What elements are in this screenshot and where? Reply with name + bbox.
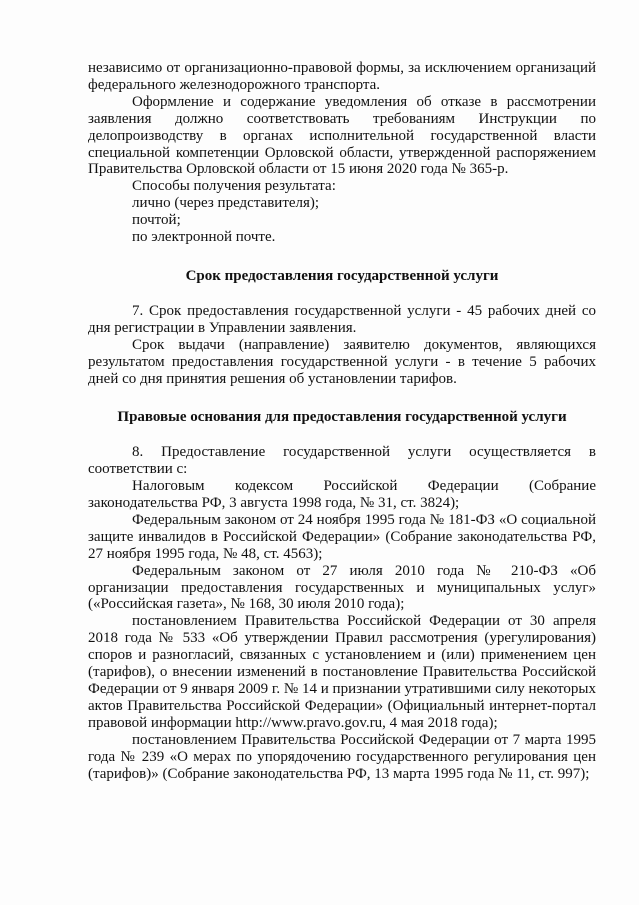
legal-item-resolution-533: постановлением Правительства Российской Федерации от 30 апреля 2018 года № 533 «Об утверждении Правил рассмотрения (урегулирования) споров и разногласий, связанных с установлением и (или) применением цен (тарифов), о внесении изменений в постановление Правительства Российской Федерации от 9 января 2009 г. № 14 и признании утратившими силу некоторых актов Правительства Российской Федерации» (Официальный интернет-портал правовой информации http://www.pravo.gov.ru, 4 мая 2018 года); [88,613,596,731]
section-term-heading: Срок предоставления государственной услуги [185,267,499,284]
method-item-email: по электронной почте. [132,229,276,246]
legal-item-resolution-239: постановлением Правительства Российской Федерации от 7 марта 1995 года № 239 «О мерах по упорядочению государственного регулирования цен (тарифов)» (Собрание законодательства РФ, 13 марта 1995 года № 11, ст. 997); [88,731,596,782]
legal-item-public-services-law: Федеральным законом от 27 июля 2010 года № 210-ФЗ «Об организации предоставления государственных и муниципальных услуг» («Российская газета», № 168, 30 июля 2010 года); [88,562,596,613]
spacer [88,246,596,268]
intro-paragraph: независимо от организационно-правовой формы, за исключением организаций федерального железнодорожного транспорта. [88,60,596,93]
term-paragraph-1: 7. Срок предоставления государственной услуги - 45 рабочих дней со дня регистрации в Управлении заявления. [88,302,596,336]
method-item-mail: почтой; [132,212,181,229]
spacer [88,426,596,444]
legal-item-disabled-protection-law: Федеральным законом от 24 ноября 1995 года № 181-ФЗ «О социальной защите инвалидов в Российской Федерации» (Собрание законодательства РФ, 27 ноября 1995 года, № 48, ст. 4563); [88,511,596,562]
spacer [88,285,596,303]
legal-intro-paragraph: 8. Предоставление государственной услуги осуществляется в соответствии с: [88,444,596,478]
methods-title: Способы получения результата: [132,178,336,195]
spacer [88,387,596,409]
legal-item-tax-code: Налоговым кодексом Российской Федерации (Собрание законодательства РФ, 3 августа 1998 года, № 31, ст. 3824); [88,478,596,512]
refusal-paragraph: Оформление и содержание уведомления об отказе в рассмотрении заявления должно соответствовать требованиям Инструкции по делопроизводству в органах исполнительной государственной власти специальной компетенции Орловской области, утвержденной распоряжением Правительства Орловской области от 15 июня 2020 года № 365-р. [88,93,596,178]
term-paragraph-2: Срок выдачи (направление) заявителю документов, являющихся результатом предоставления государственной услуги - в течение 5 рабочих дней со дня принятия решения об установлении тарифов. [88,336,596,387]
method-item-personal: лично (через представителя); [132,195,320,212]
document-text-body [88,60,596,782]
section-legal-heading: Правовые основания для предоставления государственной услуги [117,409,567,426]
